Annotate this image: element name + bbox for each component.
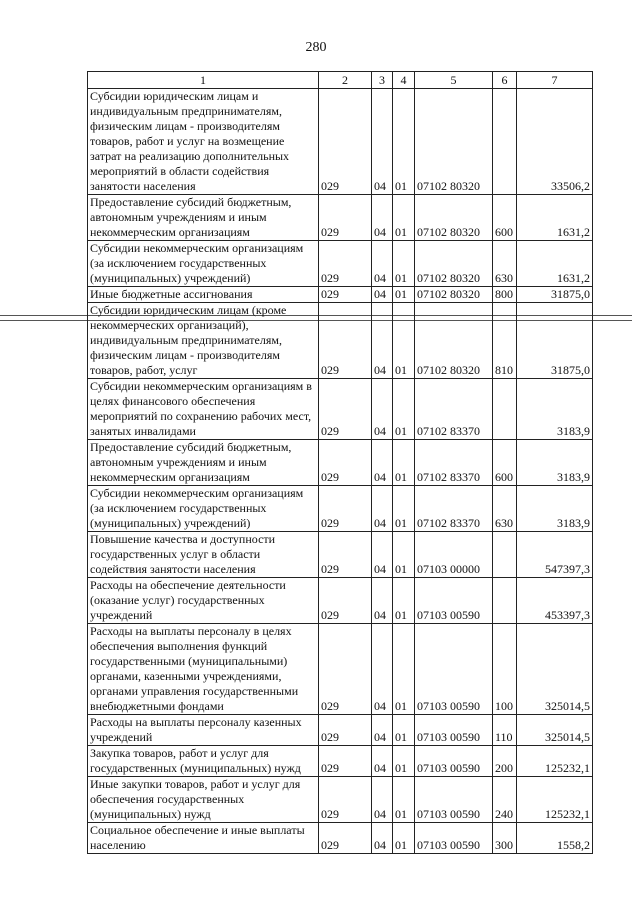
row-pr-cell: 01 — [393, 624, 415, 715]
row-sum-cell: 1631,2 — [517, 241, 593, 287]
row-rz-cell: 04 — [372, 303, 393, 379]
row-vr-cell: 240 — [493, 777, 517, 823]
row-rz-cell: 04 — [372, 195, 393, 241]
row-sum-cell: 3183,9 — [517, 379, 593, 440]
row-sum-cell: 1558,2 — [517, 823, 593, 854]
row-ved-cell: 029 — [319, 823, 372, 854]
row-csr-cell: 07102 80320 — [415, 303, 493, 379]
row-sum-cell: 125232,1 — [517, 746, 593, 777]
row-pr-cell: 01 — [393, 823, 415, 854]
table-row — [88, 440, 593, 486]
table-row — [88, 89, 593, 195]
row-sum-cell: 3183,9 — [517, 440, 593, 486]
row-ved-cell: 029 — [319, 303, 372, 379]
row-csr-cell: 07103 00590 — [415, 777, 493, 823]
table-row — [88, 746, 593, 777]
row-vr-cell — [493, 532, 517, 578]
row-name-cell: Субсидии юридическим лицам (кроме некоммерческих организаций), индивидуальным предпринимателям, физическим лицам - производителям товаров, работ, услуг — [88, 303, 319, 379]
row-csr-cell: 07102 83370 — [415, 440, 493, 486]
table-row — [88, 486, 593, 532]
row-pr-cell: 01 — [393, 578, 415, 624]
table-row — [88, 287, 593, 303]
row-ved-cell: 029 — [319, 624, 372, 715]
header-cell: 6 — [493, 72, 517, 89]
row-ved-cell: 029 — [319, 578, 372, 624]
header-cell: 5 — [415, 72, 493, 89]
row-sum-cell: 547397,3 — [517, 532, 593, 578]
row-name-cell: Социальное обеспечение и иные выплаты населению — [88, 823, 319, 854]
row-name-cell: Повышение качества и доступности государственных услуг в области содействия занятости населения — [88, 532, 319, 578]
row-rz-cell: 04 — [372, 746, 393, 777]
header-cell: 3 — [372, 72, 393, 89]
header-cell: 7 — [517, 72, 593, 89]
row-sum-cell: 31875,0 — [517, 287, 593, 303]
row-ved-cell: 029 — [319, 195, 372, 241]
row-pr-cell: 01 — [393, 777, 415, 823]
row-vr-cell: 810 — [493, 303, 517, 379]
row-rz-cell: 04 — [372, 777, 393, 823]
row-sum-cell: 3183,9 — [517, 486, 593, 532]
row-name-cell: Предоставление субсидий бюджетным, автономным учреждениям и иным некоммерческим организациям — [88, 440, 319, 486]
row-pr-cell: 01 — [393, 241, 415, 287]
row-ved-cell: 029 — [319, 379, 372, 440]
row-csr-cell: 07103 00590 — [415, 715, 493, 746]
row-name-cell: Иные закупки товаров, работ и услуг для обеспечения государственных (муниципальных) нужд — [88, 777, 319, 823]
row-vr-cell: 600 — [493, 440, 517, 486]
row-ved-cell: 029 — [319, 287, 372, 303]
row-sum-cell: 1631,2 — [517, 195, 593, 241]
row-csr-cell: 07102 80320 — [415, 195, 493, 241]
row-rz-cell: 04 — [372, 379, 393, 440]
row-csr-cell: 07103 00590 — [415, 823, 493, 854]
row-pr-cell: 01 — [393, 440, 415, 486]
table-row — [88, 715, 593, 746]
row-csr-cell: 07103 00590 — [415, 746, 493, 777]
table-row — [88, 578, 593, 624]
table-header-row — [88, 72, 593, 89]
row-sum-cell: 125232,1 — [517, 777, 593, 823]
header-cell: 2 — [319, 72, 372, 89]
row-sum-cell: 453397,3 — [517, 578, 593, 624]
row-ved-cell: 029 — [319, 715, 372, 746]
row-name-cell: Субсидии юридическим лицам и индивидуальным предпринимателям, физическим лицам - производителям товаров, работ и услуг на возмещение затрат на реализацию дополнительных мероприятий в области содействия занятости населения — [88, 89, 319, 195]
row-ved-cell: 029 — [319, 486, 372, 532]
row-name-cell: Закупка товаров, работ и услуг для государственных (муниципальных) нужд — [88, 746, 319, 777]
row-pr-cell: 01 — [393, 379, 415, 440]
header-cell: 4 — [393, 72, 415, 89]
row-pr-cell: 01 — [393, 746, 415, 777]
row-name-cell: Субсидии некоммерческим организациям (за исключением государственных (муниципальных) учреждений) — [88, 241, 319, 287]
table-row — [88, 241, 593, 287]
row-sum-cell: 325014,5 — [517, 715, 593, 746]
page-number: 280 — [305, 40, 327, 55]
row-csr-cell: 07102 80320 — [415, 287, 493, 303]
row-sum-cell: 33506,2 — [517, 89, 593, 195]
row-ved-cell: 029 — [319, 777, 372, 823]
row-rz-cell: 04 — [372, 241, 393, 287]
row-vr-cell — [493, 89, 517, 195]
row-vr-cell: 200 — [493, 746, 517, 777]
row-name-cell: Субсидии некоммерческим организациям (за исключением государственных (муниципальных) учреждений) — [88, 486, 319, 532]
row-csr-cell: 07103 00590 — [415, 578, 493, 624]
row-rz-cell: 04 — [372, 624, 393, 715]
row-csr-cell: 07102 83370 — [415, 379, 493, 440]
row-name-cell: Предоставление субсидий бюджетным, автономным учреждениям и иным некоммерческим организациям — [88, 195, 319, 241]
row-vr-cell: 600 — [493, 195, 517, 241]
row-vr-cell — [493, 578, 517, 624]
row-csr-cell: 07103 00000 — [415, 532, 493, 578]
row-rz-cell: 04 — [372, 715, 393, 746]
row-vr-cell: 110 — [493, 715, 517, 746]
row-name-cell: Субсидии некоммерческим организациям в целях финансового обеспечения мероприятий по сохранению рабочих мест, занятых инвалидами — [88, 379, 319, 440]
row-csr-cell: 07102 83370 — [415, 486, 493, 532]
row-ved-cell: 029 — [319, 532, 372, 578]
row-sum-cell: 31875,0 — [517, 303, 593, 379]
row-ved-cell: 029 — [319, 241, 372, 287]
row-csr-cell: 07103 00590 — [415, 624, 493, 715]
row-pr-cell: 01 — [393, 303, 415, 379]
table-row — [88, 823, 593, 854]
row-ved-cell: 029 — [319, 440, 372, 486]
row-csr-cell: 07102 80320 — [415, 89, 493, 195]
row-vr-cell: 630 — [493, 241, 517, 287]
table-row — [88, 777, 593, 823]
row-rz-cell: 04 — [372, 287, 393, 303]
row-pr-cell: 01 — [393, 486, 415, 532]
row-rz-cell: 04 — [372, 89, 393, 195]
row-vr-cell: 100 — [493, 624, 517, 715]
row-pr-cell: 01 — [393, 287, 415, 303]
budget-table — [87, 71, 593, 854]
table-row — [88, 624, 593, 715]
row-rz-cell: 04 — [372, 532, 393, 578]
row-rz-cell: 04 — [372, 578, 393, 624]
row-pr-cell: 01 — [393, 89, 415, 195]
row-name-cell: Расходы на обеспечение деятельности (оказание услуг) государственных учреждений — [88, 578, 319, 624]
table-row — [88, 532, 593, 578]
row-vr-cell: 800 — [493, 287, 517, 303]
row-rz-cell: 04 — [372, 823, 393, 854]
row-pr-cell: 01 — [393, 195, 415, 241]
table-body — [88, 89, 593, 854]
row-csr-cell: 07102 80320 — [415, 241, 493, 287]
table-row — [88, 303, 593, 379]
row-rz-cell: 04 — [372, 440, 393, 486]
row-vr-cell: 630 — [493, 486, 517, 532]
header-cell: 1 — [88, 72, 319, 89]
row-name-cell: Расходы на выплаты персоналу казенных учреждений — [88, 715, 319, 746]
row-rz-cell: 04 — [372, 486, 393, 532]
table-row — [88, 379, 593, 440]
row-vr-cell — [493, 379, 517, 440]
row-name-cell: Иные бюджетные ассигнования — [88, 287, 319, 303]
row-ved-cell: 029 — [319, 746, 372, 777]
row-ved-cell: 029 — [319, 89, 372, 195]
row-name-cell: Расходы на выплаты персоналу в целях обеспечения выполнения функций государственными (муниципальными) органами, казенными учреждениями, органами управления государственными внебюджетными фондами — [88, 624, 319, 715]
row-pr-cell: 01 — [393, 715, 415, 746]
row-vr-cell: 300 — [493, 823, 517, 854]
table-row — [88, 195, 593, 241]
row-pr-cell: 01 — [393, 532, 415, 578]
row-sum-cell: 325014,5 — [517, 624, 593, 715]
